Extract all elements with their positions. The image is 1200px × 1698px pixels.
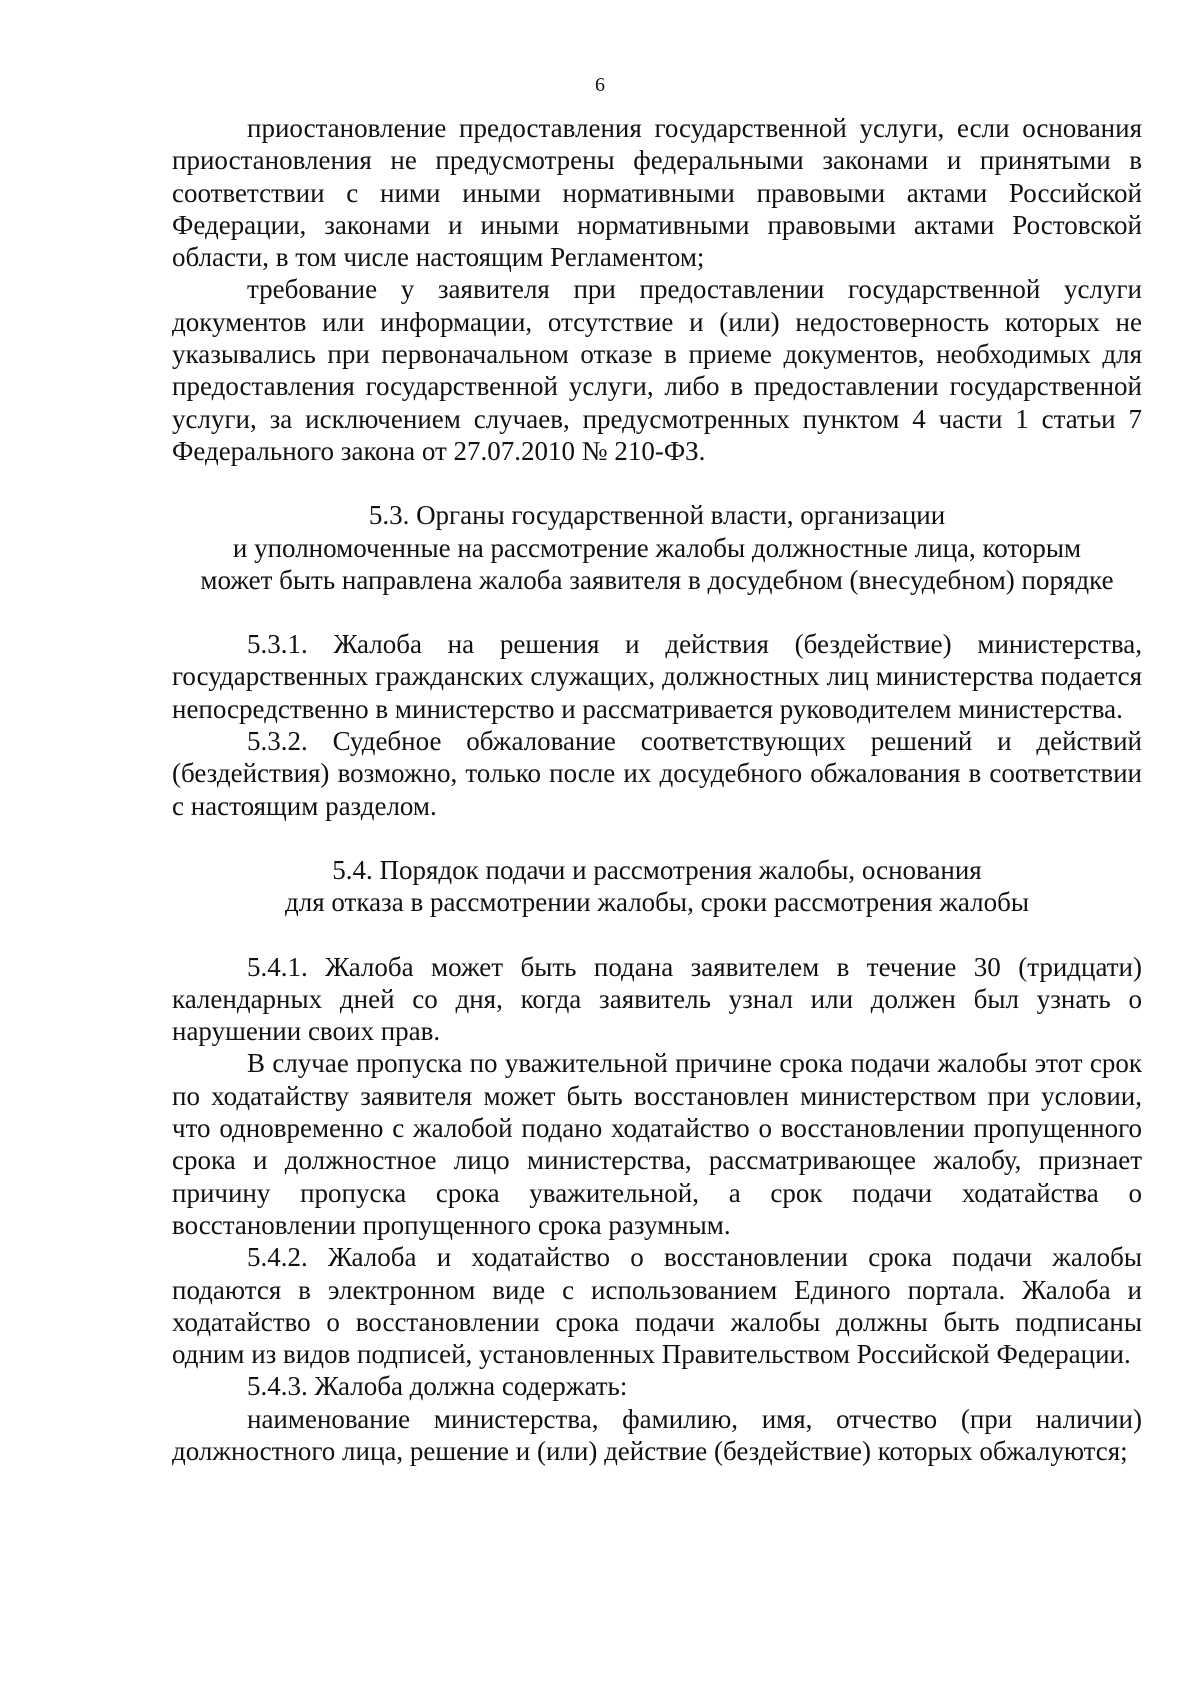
paragraph-complaint-content-item: наименование министерства, фамилию, имя, отчество (при наличии) должностного лица, решение и (или) действие (бездействие) которых обжалуются; — [172, 1403, 1142, 1466]
paragraph-5-4-2: 5.4.2. Жалоба и ходатайство о восстановлении срока подачи жалобы подаются в электронном виде с использованием Единого портала. Жалоба и ходатайство о восстановлении срока подачи жалобы должны быть подписаны одним из видов подписей, установленных Правительством Российской Федерации. — [172, 1242, 1142, 1370]
heading-line: для отказа в рассмотрении жалобы, сроки рассмотрения жалобы — [285, 887, 1029, 918]
paragraph-5-3-1: 5.3.1. Жалоба на решения и действия (бездействие) министерства, государственных гражданских служащих, должностных лиц министерства подается непосредственно в министерство и рассматривается руководителем министерства. — [172, 629, 1142, 724]
paragraph-5-3-2: 5.3.2. Судебное обжалование соответствующих решений и действий (бездействия) возможно, только после их досудебного обжалования в соответствии с настоящим разделом. — [172, 726, 1142, 821]
heading-line: 5.4. Порядок подачи и рассмотрения жалобы, основания — [332, 854, 982, 885]
section-heading-5-4 — [172, 854, 1142, 919]
heading-line: может быть направлена жалоба заявителя в досудебном (внесудебном) порядке — [200, 564, 1114, 595]
paragraph-suspension-grounds: приостановление предоставления государственной услуги, если основания приостановления не предусмотрены федеральными законами и принятыми в соответствии с ними иными нормативными правовыми актами Российской Федерации, законами и иными нормативными правовыми актами Ростовской области, в том числе настоящим Регламентом; — [172, 113, 1142, 273]
paragraph-5-4-1: 5.4.1. Жалоба может быть подана заявителем в течение 30 (тридцати) календарных дней со дня, когда заявитель узнал или должен был узнать о нарушении своих прав. — [172, 951, 1142, 1047]
paragraph-5-4-3: 5.4.3. Жалоба должна содержать: — [247, 1371, 628, 1402]
section-heading-5-3 — [172, 499, 1142, 596]
paragraph-deadline-restoration: В случае пропуска по уважительной причине срока подачи жалобы этот срок по ходатайству заявителя может быть восстановлен министерством при условии, что одновременно с жалобой подано ходатайство о восстановлении пропущенного срока и должностное лицо министерства, рассматривающее жалобу, признает причину пропуска срока уважительной, а срок подачи ходатайства о восстановлении пропущенного срока разумным. — [172, 1048, 1142, 1240]
document-body — [172, 112, 1142, 1467]
page-number: 6 — [595, 74, 605, 96]
heading-line: 5.3. Органы государственной власти, организации — [368, 500, 946, 531]
paragraph-documents-requirement: требование у заявителя при предоставлении государственной услуги документов или информации, отсутствие и (или) недостоверность которых не указывались при первоначальном отказе в приеме документов, необходимых для предоставления государственной услуги, либо в предоставлении государственной услуги, за исключением случаев, предусмотренных пунктом 4 части 1 статьи 7 Федерального закона от 27.07.2010 № 210-ФЗ. — [172, 274, 1142, 466]
heading-line: и уполномоченные на рассмотрение жалобы должностные лица, которым — [232, 532, 1082, 563]
